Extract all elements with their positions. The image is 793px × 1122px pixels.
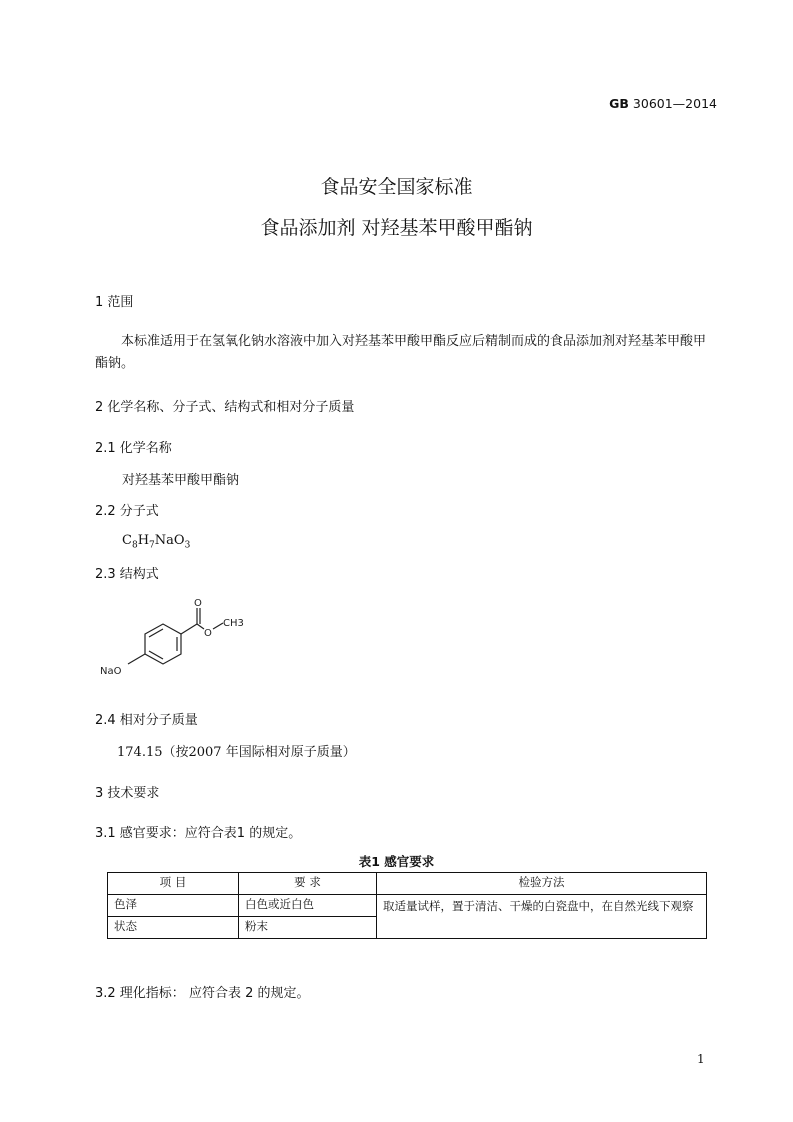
section-2-1-heading: 2.1 化学名称 (95, 441, 172, 456)
title-line-1: 食品安全国家标准 (320, 176, 473, 198)
page-number: 1 (697, 1052, 705, 1066)
carbonyl-oxygen-label: O (194, 598, 202, 609)
table-cell-requirement: 白色或近白色 (239, 895, 377, 917)
section-2-heading: 2 化学名称、分子式、结构式和相对分子质量 (95, 400, 355, 415)
ester-oxygen-label: O (204, 628, 212, 639)
section-3-heading: 3 技术要求 (95, 786, 160, 801)
table-1-caption: 表1 感官要求 (358, 854, 435, 869)
section-1-heading: 1 范围 (95, 295, 134, 310)
table-cell-requirement: 粉末 (239, 917, 377, 939)
section-2-4-heading: 2.4 相对分子质量 (95, 713, 198, 728)
chemical-name: 对羟基苯甲酸甲酯钠 (122, 473, 240, 488)
table-header-requirement: 要 求 (239, 873, 377, 895)
section-2-2-heading: 2.2 分子式 (95, 504, 159, 519)
section-1-paragraph: 本标准适用于在氢氧化钠水溶液中加入对羟基苯甲酸甲酯反应后精制而成的食品添加剂对羟基苯甲酸甲酯钠。 (95, 334, 707, 371)
table-header-method: 检验方法 (377, 873, 707, 895)
title-line-2: 食品添加剂 对羟基苯甲酸甲酯钠 (260, 217, 533, 239)
sodium-oxide-label: NaO (100, 666, 122, 677)
standard-code-prefix: GB (609, 96, 629, 111)
section-3-1-heading: 3.1 感官要求：应符合表1 的规定。 (95, 826, 302, 841)
sensory-requirements-table (107, 872, 707, 939)
standard-code (609, 96, 717, 111)
benzene-ring (145, 624, 181, 664)
table-row (108, 895, 707, 917)
section-3-2-heading: 3.2 理化指标： 应符合表 2 的规定。 (95, 986, 310, 1001)
molecular-formula: $C_8H_7NaO_3$ (122, 533, 191, 551)
table-cell-item: 色泽 (108, 895, 239, 917)
structural-formula-diagram (90, 596, 250, 686)
methyl-label: CH3 (223, 618, 244, 629)
molecular-weight: 174.15（按2007 年国际相对原子质量） (117, 745, 356, 760)
section-2-3-heading: 2.3 结构式 (95, 567, 159, 582)
table-cell-method: 取适量试样，置于清洁、干燥的白瓷盘中，在自然光线下观察 (377, 895, 707, 939)
table-header-item: 项 目 (108, 873, 239, 895)
table-cell-item: 状态 (108, 917, 239, 939)
table-header-row (108, 873, 707, 895)
standard-code-number: 30601—2014 (628, 96, 717, 111)
